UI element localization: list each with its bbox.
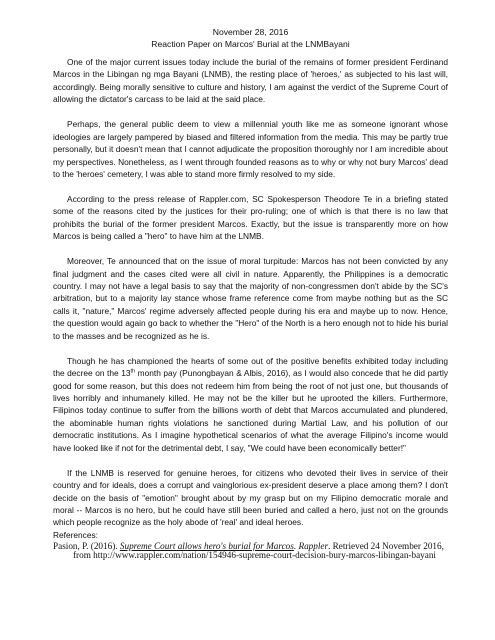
references-heading: References: [53,529,98,540]
paragraph-6: If the LNMB is reserved for genuine heroes, for citizens who devoted their lives in service of their country and for ideals, does a corrupt and vainglorious ex-president deserve a place among them? I don't decide on the basis of "emotion" brought about by my grasp but on my Filipino democratic morale and moral -- Marcos is no hero, but he could have still been buried and called a hero, just not on the grounds which people recognize as the holy abode of 'real' and ideal heroes. [53,467,448,528]
paragraph-4: Moreover, Te announced that on the issue of moral turpitude: Marcos has not been convicted by any final judgment and the cases cited were all civil in nature. Apparently, the Philippines is a democratic country. I may not have a legal basis to say that the majority of non-congressmen don't abide by the SC's arbitration, but to a majority lay stance whose frame reference come from maybe nothing but as the SC calls it, "nature," Marcos' regime adversely affected people during his era and maybe up to now. Hence, the question would again go back to whether the "Hero" of the North is a hero enough not to hide his burial to the masses and be recognized as he is. [53,256,448,341]
paragraph-5-text-b: month pay (Punongbayan & Albis, 2016), as I would also concede that he did partly good for some reason, but this does not redeem him from being the root of not just one, but thousands of lives horribly and inhumanely killed. He may not be the killer but he uprooted the killers. Furthermore, Filipinos today continue to suffer from the billions worth of debt that Marcos accumulated and plundered, the abominable human rights violations he sanctioned during Martial Law, and his pollution of our democratic institutions. As I imagine hypothetical scenarios of what the average Filipino's income would have looked like if not for the detrimental debt, I say, "We could have been economically better!" [53,368,449,453]
paragraph-1: One of the major current issues today include the burial of the remains of former president Ferdinand Marcos in the Libingan ng mga Bayani (LNMB), the resting place of 'heroes,' as subjected to his last will, accordingly. Being morally sensitive to culture and history, I am against the verdict of the Supreme Court of allowing the dictator's carcass to be laid at the said place. [53,57,448,105]
paragraph-3: According to the press release of Rappler.com, SC Spokesperson Theodore Te in a briefing stated some of the reasons cited by the justices for their pro-ruling; one of which is that there is no law that prohibits the burial of the former president Marcos. Exactly, but the issue is transparently more on how Marcos is being called a "hero" to have him at the LNMB. [53,193,448,242]
citation-publisher: . Rappler [293,541,329,552]
citation-title: Supreme Court allows hero's burial for Marcos [119,541,294,552]
citation-author-year: Pasion, P. (2016). [53,541,120,552]
paragraph-5 [53,355,448,455]
paragraph-2: Perhaps, the general public deem to view a millennial youth like me as someone ignorant whose ideologies are largely pampered by biased and filtered information from the media. This may be partly true personally, but it doesn't mean that I cannot adjudicate the proposition thoroughly nor I am incredible about my perspectives. Nonetheless, as I went through founded reasons as to why or why not bury Marcos' dead to the 'heroes' cemetery, I was able to stand more firmly resolved to my side. [53,119,448,180]
paragraph-5-text-a: Though he has championed the hearts of some out of the positive benefits exhibited today including the decree on the 13 [53,355,448,379]
document-date: November 28, 2016 [212,27,289,37]
document-title: Reaction Paper on Marcos' Burial at the LNMBayani [151,39,350,49]
ordinal-superscript: th [130,368,136,375]
citation-retrieval: . Retrieved 24 November 2016, from http://www.rappler.com/nation/154946-supreme-court-decision-bury-marcos-libingan-bayani [73,541,444,560]
reference-citation [53,542,448,558]
